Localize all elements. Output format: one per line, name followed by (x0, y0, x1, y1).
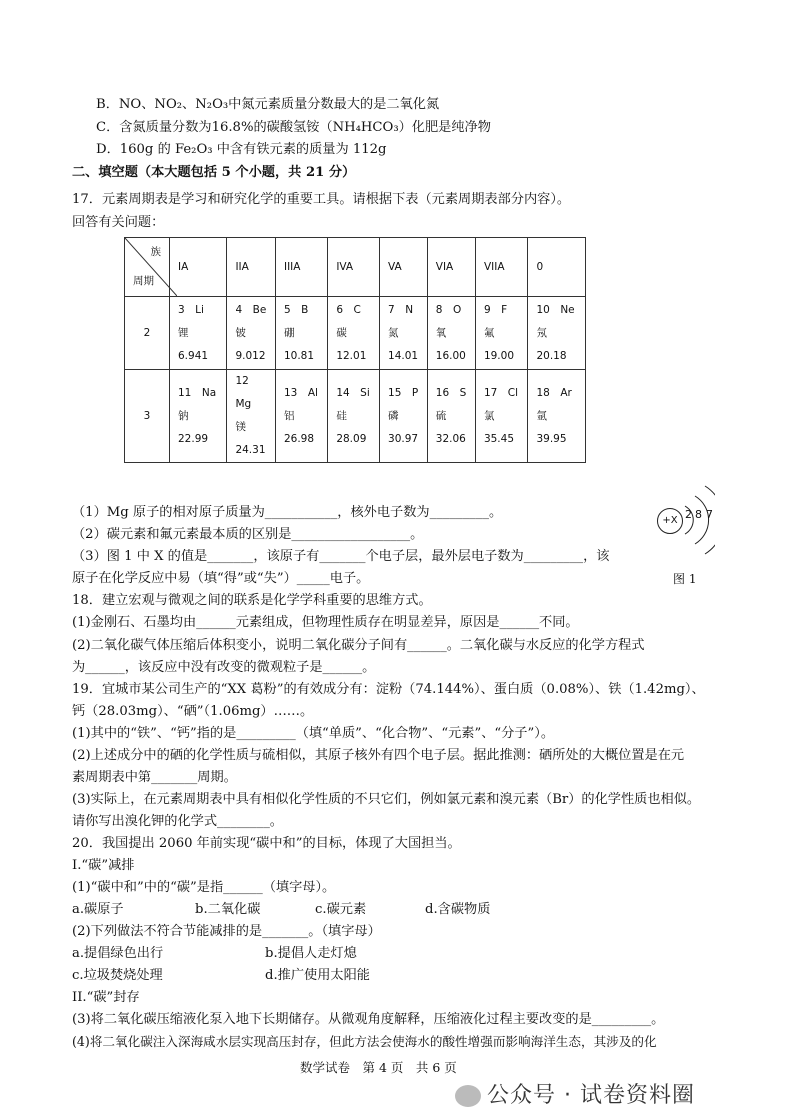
q18-stem: 18．建立宏观与微观之间的联系是化学学科重要的思维方式。 (72, 593, 432, 608)
element-cell: 12 Mg 镁 24.31 (227, 370, 276, 463)
q18-2-cont: 为______，该反应中没有改变的微观粒子是______。 (72, 660, 376, 675)
figure-caption: 图 1 (673, 572, 697, 586)
q20-2: (2)下列做法不符合节能减排的是_______。（填字母） (72, 924, 381, 939)
group-header: IIIA (275, 238, 327, 297)
q20-1: (1)“碳中和”中的“碳”是指______（填字母）。 (72, 880, 336, 895)
q17-stem: 17．元素周期表是学习和研究化学的重要工具。请根据下表（元素周期表部分内容）。 (72, 192, 571, 207)
option-b: B．NO、NO₂、N₂O₃中氮元素质量分数最大的是二氧化氮 (96, 97, 440, 112)
q19-stem-cont: 钙（28.03mg）、“硒”（1.06mg）……。 (72, 704, 314, 719)
group-header: IIA (227, 238, 276, 297)
watermark (455, 1078, 695, 1109)
period-label: 3 (125, 370, 170, 463)
element-cell: 9 F 氟 19.00 (475, 297, 528, 370)
period-label: 2 (125, 297, 170, 370)
q17-3-cont: 原子在化学反应中易（填“得”或“失”）_____电子。 (72, 571, 370, 586)
wechat-icon (455, 1085, 481, 1107)
choice-c: c.碳元素 (315, 902, 367, 917)
q19-stem: 19．宜城市某公司生产的“XX 葛粉”的有效成分有：淀粉（74.144%）、蛋白质（0.08%）、铁（1.42mg）、 (72, 682, 705, 697)
q18-2: (2)二氧化碳气体压缩后体积变小，说明二氧化碳分子间有______。二氧化碳与水反应的化学方程式 (72, 638, 645, 653)
page-footer: 数学试卷 第 4 页 共 6 页 (300, 1060, 457, 1075)
element-cell: 3 Li 锂 6.941 (170, 297, 227, 370)
q20-part2-title: II.“碳”封存 (72, 990, 140, 1005)
choice-d: d.推广使用太阳能 (265, 968, 370, 983)
group-header: IA (170, 238, 227, 297)
group-header: VA (380, 238, 428, 297)
q19-1: (1)其中的“铁”、“钙”指的是_________（填“单质”、“化合物”、“元素”、“分子”）。 (72, 726, 555, 741)
choice-a: a.碳原子 (72, 902, 124, 917)
element-cell: 13 Al 铝 26.98 (275, 370, 327, 463)
element-cell: 18 Ar 氩 39.95 (528, 370, 586, 463)
group-header: IVA (328, 238, 380, 297)
section-heading: 二、填空题（本大题包括 5 个小题，共 21 分） (72, 165, 356, 180)
element-cell: 8 O 氧 16.00 (427, 297, 475, 370)
group-header: VIIA (475, 238, 528, 297)
element-cell: 7 N 氮 14.01 (380, 297, 428, 370)
q19-3-cont: 请你写出溴化钾的化学式________。 (72, 814, 283, 829)
table-corner (125, 238, 170, 297)
watermark-text: 公众号 · 试卷资料圈 (487, 1083, 695, 1108)
element-cell: 11 Na 钠 22.99 (170, 370, 227, 463)
element-cell: 14 Si 硅 28.09 (328, 370, 380, 463)
q18-1: (1)金刚石、石墨均由______元素组成，但物理性质存在明显差异，原因是______不同。 (72, 615, 579, 630)
q19-3: (3)实际上，在元素周期表中具有相似化学性质的不只它们，例如氯元素和溴元素（Br）的化学性质也相似。 (72, 792, 701, 807)
choice-b: b.二氧化碳 (195, 902, 261, 917)
q19-2-cont: 素周期表中第_______周期。 (72, 770, 237, 785)
element-cell: 4 Be 铍 9.012 (227, 297, 276, 370)
q20-4: (4)将二氧化碳注入深海咸水层实现高压封存，但此方法会使海水的酸性增强而影响海洋生态，其涉及的化 (72, 1034, 657, 1049)
element-cell: 16 S 硫 32.06 (427, 370, 475, 463)
periodic-table (124, 237, 586, 463)
group-header: VIA (427, 238, 475, 297)
q17-1: （1）Mg 原子的相对原子质量为___________，核外电子数为_________。 (72, 505, 503, 520)
corner-period-label: 周期 (133, 275, 154, 287)
element-cell: 17 Cl 氯 35.45 (475, 370, 528, 463)
shell-electrons: 2 (685, 508, 692, 521)
q17-2: （2）碳元素和氟元素最本质的区别是__________________。 (72, 527, 424, 542)
q19-2: (2)上述成分中的硒的化学性质与硫相似，其原子核外有四个电子层。据此推测：硒所处的大概位置是在元 (72, 748, 685, 763)
q17-stem-2: 回答有关问题： (72, 215, 165, 230)
q20-3: (3)将二氧化碳压缩液化泵入地下长期储存。从微观角度解释，压缩液化过程主要改变的是_________。 (72, 1012, 665, 1027)
choice-b: b.提倡人走灯熄 (265, 946, 357, 961)
choice-c: c.垃圾焚烧处理 (72, 968, 163, 983)
element-cell: 10 Ne 氖 20.18 (528, 297, 586, 370)
q17-3: （3）图 1 中 X 的值是_______，该原子有_______个电子层，最外层电子数为_________，该 (72, 549, 610, 564)
group-header: 0 (528, 238, 586, 297)
choice-a: a.提倡绿色出行 (72, 946, 164, 961)
nucleus: +X (657, 508, 683, 534)
corner-group-label: 族 (150, 246, 161, 258)
element-cell: 6 C 碳 12.01 (328, 297, 380, 370)
option-c: C．含氮质量分数为16.8%的碳酸氢铵（NH₄HCO₃）化肥是纯净物 (96, 120, 491, 135)
option-d: D．160g 的 Fe₂O₃ 中含有铁元素的质量为 112g (96, 142, 387, 157)
element-cell: 5 B 硼 10.81 (275, 297, 327, 370)
shell-electrons: 7 (706, 508, 713, 521)
q20-part1-title: I.“碳”减排 (72, 858, 135, 873)
q20-stem: 20．我国提出 2060 年前实现“碳中和”的目标，体现了大国担当。 (72, 836, 461, 851)
element-cell: 15 P 磷 30.97 (380, 370, 428, 463)
shell-electrons: 8 (695, 508, 702, 521)
choice-d: d.含碳物质 (425, 902, 491, 917)
atom-structure-diagram (655, 478, 715, 578)
